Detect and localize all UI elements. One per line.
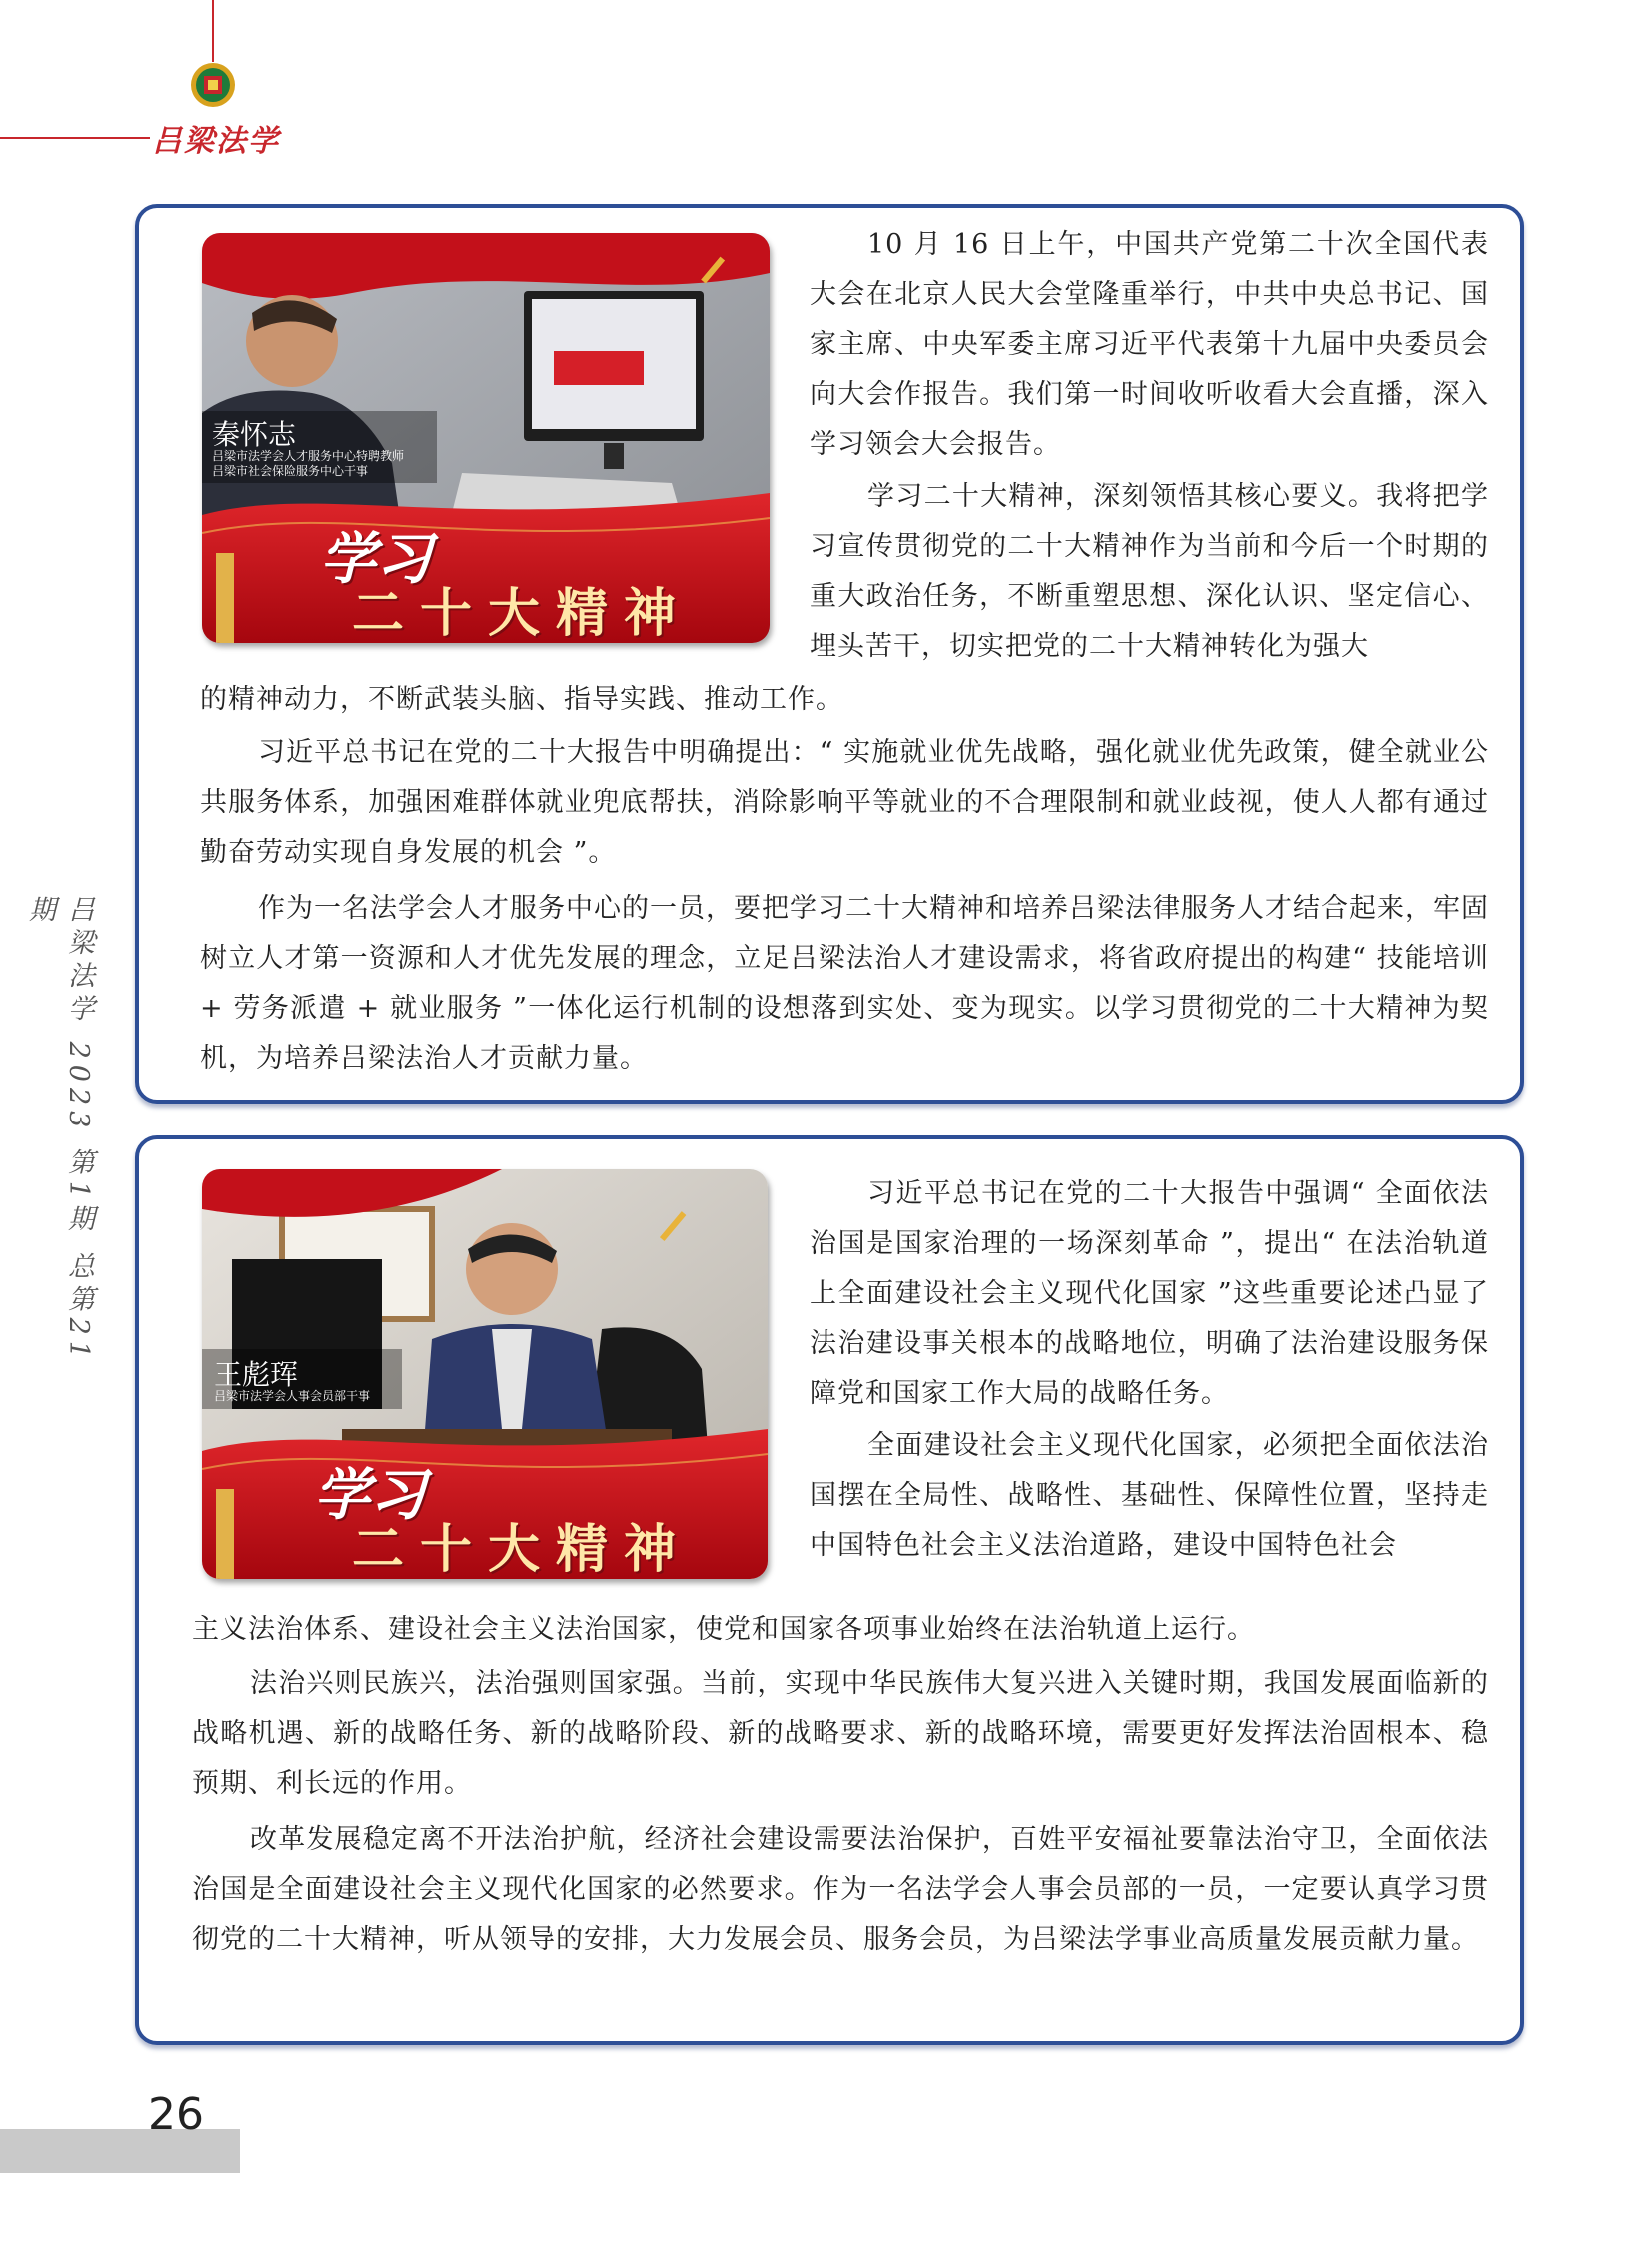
journal-logo-text: 吕梁法学	[152, 124, 280, 159]
photo-qin-name: 秦怀志	[212, 418, 297, 451]
court-emblem-icon	[190, 62, 236, 108]
photo-qin-banner-1: 学习	[320, 527, 432, 592]
photo-qin	[202, 233, 770, 643]
header-vertical-line	[212, 0, 214, 62]
photo-wang-role-1: 吕梁市法学会人事会员部干事	[214, 1389, 371, 1403]
article1-paragraph-3: 习近平总书记在党的二十大报告中明确提出：“ 实施就业优先战略，强化就业优先政策，健全就业公共服务体系，加强困难群体就业兜底帮扶，消除影响平等就业的不合理限制和就业歧视，使人人都有通过勤奋劳动实现自身发展的机会 ”。	[200, 737, 1489, 868]
photo-wang-name: 王彪珲	[214, 1358, 299, 1391]
article2-paragraph-2: 全面建设社会主义现代化国家，必须把全面依法治国摆在全局性、战略性、基础性、保障性位置，坚持走中国特色社会主义法治道路，建设中国特色社会	[810, 1430, 1489, 1561]
article2-paragraph-1: 习近平总书记在党的二十大报告中强调“ 全面依法治国是国家治理的一场深刻革命 ”，提出“ 在法治轨道上全面建设社会主义现代化国家 ”这些重要论述凸显了法治建设事关根本的战略地位，明确了法治建设服务保障党和国家工作大局的战略任务。	[810, 1178, 1489, 1409]
header-horizontal-line	[0, 137, 150, 139]
photo-qin-banner-2: 二十大精神	[352, 583, 693, 643]
photo-wang	[202, 1169, 768, 1579]
photo-qin-role-2: 吕梁市社会保险服务中心干事	[212, 464, 369, 478]
photo-wang-banner-1: 学习	[314, 1463, 426, 1528]
article1-paragraph-2: 学习二十大精神，深刻领悟其核心要义。我将把学习宣传贯彻党的二十大精神作为当前和今后一个时期的重大政治任务，不断重塑思想、深化认识、坚定信心、埋头苦干，切实把党的二十大精神转化为强大	[810, 481, 1489, 662]
article2-paragraph-2-continued: 主义法治体系、建设社会主义法治国家，使党和国家各项事业始终在法治轨道上运行。	[192, 1614, 1255, 1645]
photo-qin-role-1: 吕梁市法学会人才服务中心特聘教师	[212, 449, 405, 463]
issue-side-text: 吕梁法学 2023 第1期 总第21期	[24, 895, 94, 1364]
article2-paragraph-3: 法治兴则民族兴，法治强则国家强。当前，实现中华民族伟大复兴进入关键时期，我国发展面临新的战略机遇、新的战略任务、新的战略阶段、新的战略要求、新的战略环境，需要更好发挥法治固根本、稳预期、利长远的作用。	[192, 1668, 1489, 1799]
page-number: 26	[148, 2089, 204, 2140]
article1-paragraph-1: 10 月 16 日上午，中国共产党第二十次全国代表大会在北京人民大会堂隆重举行，中共中央总书记、国家主席、中央军委主席习近平代表第十九届中央委员会向大会作报告。我们第一时间收听收看大会直播，深入学习领会大会报告。	[810, 229, 1489, 460]
article1-paragraph-2-continued: 的精神动力，不断武装头脑、指导实践、推动工作。	[200, 684, 843, 715]
photo-wang-banner-2: 二十大精神	[352, 1519, 693, 1579]
article1-paragraph-4: 作为一名法学会人才服务中心的一员，要把学习二十大精神和培养吕梁法律服务人才结合起来，牢固树立人才第一资源和人才优先发展的理念，立足吕梁法治人才建设需求，将省政府提出的构建“ 技能培训 + 劳务派遣 + 就业服务 ”一体化运行机制的设想落到实处、变为现实。以学习贯彻党的二十大精神为契机，为培养吕梁法治人才贡献力量。	[200, 893, 1489, 1074]
article2-paragraph-4: 改革发展稳定离不开法治护航，经济社会建设需要法治保护，百姓平安福祉要靠法治守卫，全面依法治国是全面建设社会主义现代化国家的必然要求。作为一名法学会人事会员部的一员，一定要认真学习贯彻党的二十大精神，听从领导的安排，大力发展会员、服务会员，为吕梁法学事业高质量发展贡献力量。	[192, 1824, 1489, 1955]
footer-bar	[0, 2129, 240, 2173]
